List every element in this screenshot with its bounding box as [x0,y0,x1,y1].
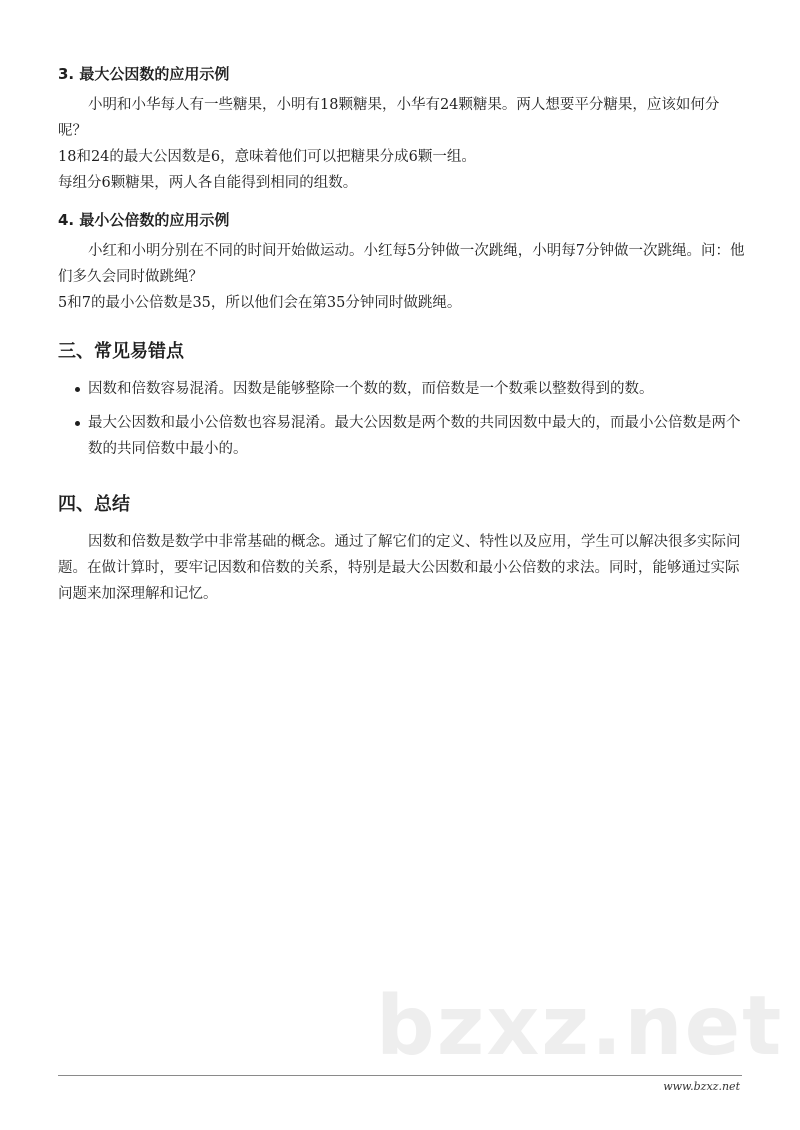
footer-url: www.bzxz.net [663,1080,740,1093]
bullet-icon [75,421,80,426]
section-4-answer: 5和7的最小公倍数是35，所以他们会在第35分钟同时做跳绳。 [58,295,462,311]
common-mistakes-heading: 三、常见易错点 [58,341,184,362]
list-item-text: 最大公因数和最小公倍数也容易混淆。最大公因数是两个数的共同因数中最大的，而最小公倍数是两个数的共同倍数中最小的。 [88,415,741,457]
bullet-icon [75,387,80,392]
summary-heading: 四、总结 [58,494,130,515]
section-3-answer-line-1: 18和24的最大公因数是6，意味着他们可以把糖果分成6颗一组。 [58,149,476,165]
section-3-heading: 3. 最大公因数的应用示例 [58,65,230,83]
summary-text: 因数和倍数是数学中非常基础的概念。通过了解它们的定义、特性以及应用，学生可以解决很多实际问题。在做计算时，要牢记因数和倍数的关系，特别是最大公因数和最小公倍数的求法。同时，能够通过实际问题来加深理解和记忆。 [58,534,741,602]
watermark: bzxz.net [376,979,784,1074]
common-mistakes-list [58,376,748,470]
footer-divider [58,1075,742,1076]
section-4-heading: 4. 最小公倍数的应用示例 [58,211,230,229]
list-item-text: 因数和倍数容易混淆。因数是能够整除一个数的数，而倍数是一个数乘以整数得到的数。 [88,381,654,397]
section-3-problem: 小明和小华每人有一些糖果，小明有18颗糖果，小华有24颗糖果。两人想要平分糖果，应该如何分呢？ [58,97,720,139]
section-3-answer-line-2: 每组分6颗糖果，两人各自能得到相同的组数。 [58,175,358,191]
list-item [58,376,748,402]
list-item [58,410,748,462]
section-4-problem: 小红和小明分别在不同的时间开始做运动。小红每5分钟做一次跳绳，小明每7分钟做一次跳绳。问：他们多久会同时做跳绳？ [58,243,745,285]
